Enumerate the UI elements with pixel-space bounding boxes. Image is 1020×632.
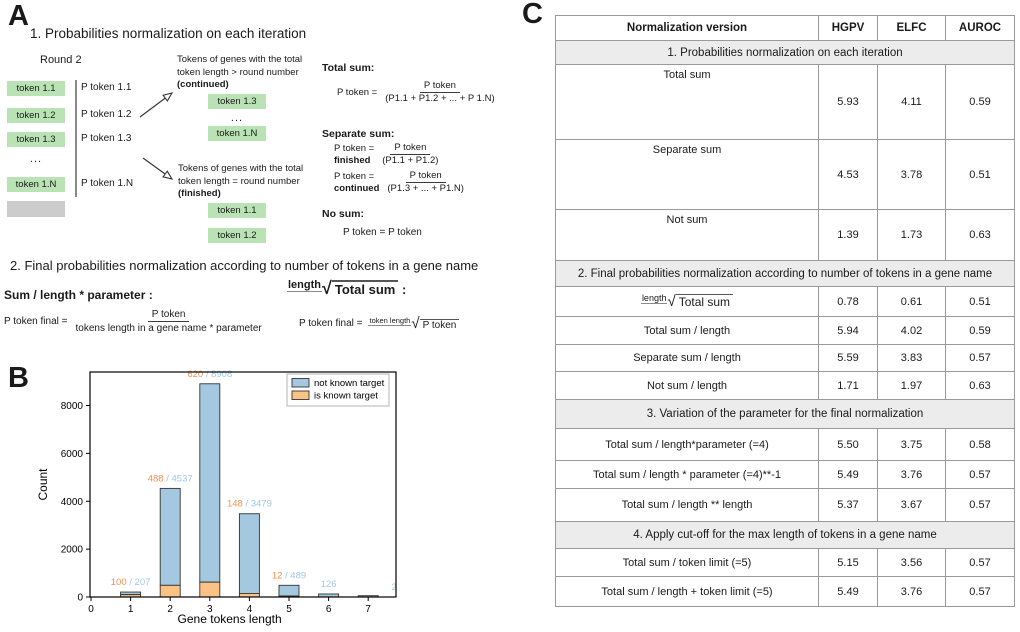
table-row — [556, 317, 1015, 345]
row-label: Not sum / length — [556, 372, 819, 400]
section1-heading: 1. Probabilities normalization on each iteration — [30, 26, 307, 41]
value-cell: 0.59 — [946, 65, 1015, 140]
radical-sign: √ — [322, 278, 332, 298]
x-axis-label: Gene tokens length — [177, 612, 282, 626]
table-row — [556, 549, 1015, 577]
radical-radicand: P token — [420, 319, 460, 331]
bar-not-known-target — [279, 585, 299, 596]
value-cell: 4.02 — [878, 317, 946, 345]
formula-lhs-bold: continued — [334, 182, 380, 194]
bar-annotation: 12 / 489 — [271, 570, 307, 582]
numerator: P token — [420, 80, 460, 93]
value-cell: 3.78 — [878, 140, 946, 210]
p-token-label: P token 1.2 — [81, 109, 132, 120]
table-section-row — [556, 522, 1015, 549]
x-tick-label: 6 — [325, 604, 332, 615]
separate-continued-formula — [334, 170, 466, 196]
x-tick-label: 3 — [207, 604, 213, 615]
panel-c-label: C — [522, 0, 543, 30]
row-label: Separate sum / length — [556, 345, 819, 372]
separate-finished-formula — [334, 142, 440, 168]
denominator: (P1.1 + P1.2 + ... + P 1.N) — [385, 93, 495, 105]
table-row — [556, 210, 1015, 261]
label-suffix: : — [398, 282, 407, 297]
ellipsis: ... — [29, 153, 43, 165]
panel-a-label: A — [8, 0, 29, 32]
row-label: Total sum / length * parameter (=4)**-1 — [556, 461, 819, 489]
value-cell: 0.58 — [946, 429, 1015, 461]
table-row — [556, 489, 1015, 522]
col-header-hgpv: HGPV — [819, 16, 878, 41]
table-body — [556, 41, 1015, 607]
numerator: P token — [390, 142, 430, 155]
ellipsis: ... — [230, 112, 244, 124]
value-cell: 5.37 — [819, 489, 878, 522]
radical-sign: √ — [667, 293, 676, 310]
section-header: 2. Final probabilities normalization according to number of tokens in a gene name — [556, 261, 1015, 287]
radical-index: length — [641, 293, 667, 303]
table-row — [556, 140, 1015, 210]
section2-heading: 2. Final probabilities normalization according to number of tokens in a gene name — [10, 258, 479, 273]
x-tick-label: 0 — [88, 604, 94, 615]
y-tick-label: 4000 — [60, 496, 83, 508]
p-token-label: P token 1.3 — [81, 133, 132, 144]
value-cell: 3.56 — [878, 549, 946, 577]
bar-annotation: 2 — [391, 581, 397, 593]
token-box: token 1.2 — [7, 108, 65, 123]
col-header-auroc: AUROC — [946, 16, 1015, 41]
value-cell: 5.49 — [819, 577, 878, 607]
value-cell: 0.57 — [946, 461, 1015, 489]
value-cell: 0.61 — [878, 287, 946, 317]
table-row — [556, 461, 1015, 489]
sum-length-parameter-label: Sum / length * parameter : — [4, 288, 153, 302]
value-cell: 4.11 — [878, 65, 946, 140]
row-label — [556, 287, 819, 317]
x-tick-label: 5 — [286, 604, 292, 615]
denominator: (P1.3 + ... + P1.N) — [387, 183, 464, 195]
value-cell: 3.67 — [878, 489, 946, 522]
value-cell: 3.75 — [878, 429, 946, 461]
value-cell: 1.71 — [819, 372, 878, 400]
row-label: Total sum — [556, 65, 819, 140]
col-header-normalization-version: Normalization version — [556, 16, 819, 41]
table-row — [556, 372, 1015, 400]
separate-sum-label: Separate sum: — [322, 128, 395, 140]
total-sum-label: Total sum: — [322, 62, 375, 74]
section-header: 4. Apply cut-off for the max length of tokens in a gene name — [556, 522, 1015, 549]
value-cell: 0.51 — [946, 287, 1015, 317]
x-tick-label: 2 — [167, 604, 173, 615]
col-header-elfc: ELFC — [878, 16, 946, 41]
legend-label: is known target — [314, 390, 378, 402]
bar-annotation: 126 — [320, 578, 337, 590]
bar-annotation: 488 / 4537 — [147, 473, 193, 485]
value-cell: 5.93 — [819, 65, 878, 140]
y-tick-label: 2000 — [60, 544, 83, 556]
numerator: P token — [148, 308, 190, 322]
value-cell: 1.73 — [878, 210, 946, 261]
arrow-continued — [140, 93, 172, 117]
value-cell: 3.76 — [878, 461, 946, 489]
value-cell: 0.63 — [946, 210, 1015, 261]
bar-annotation: 100 / 207 — [110, 577, 151, 589]
y-tick-label: 6000 — [60, 448, 83, 460]
finished-caption: Tokens of genes with the total token length = round number (finished) — [178, 163, 304, 199]
value-cell: 5.50 — [819, 429, 878, 461]
y-tick-label: 0 — [77, 592, 83, 604]
table-row — [556, 287, 1015, 317]
value-cell: 0.78 — [819, 287, 878, 317]
numerator: P token — [406, 170, 446, 183]
empty-token-box — [7, 201, 65, 217]
y-axis-label: Count — [36, 468, 50, 501]
row-label: Total sum / length ** length — [556, 489, 819, 522]
value-cell: 5.15 — [819, 549, 878, 577]
value-cell: 1.39 — [819, 210, 878, 261]
radical-index: length — [288, 279, 321, 291]
bar-not-known-target — [200, 384, 220, 582]
formula-lhs: P token = — [334, 171, 375, 183]
denominator: (P1.1 + P1.2) — [382, 155, 439, 167]
table-section-row — [556, 400, 1015, 429]
table-section-row — [556, 261, 1015, 287]
formula-lhs: P token final = — [4, 316, 68, 327]
token-box: token 1.1 — [208, 203, 266, 218]
legend-label: not known target — [314, 378, 385, 389]
round-label: Round 2 — [40, 54, 82, 66]
value-cell: 5.49 — [819, 461, 878, 489]
bar-annotation: 620 / 8908 — [187, 368, 233, 380]
row-label: Total sum / length*parameter (=4) — [556, 429, 819, 461]
value-cell: 0.59 — [946, 317, 1015, 345]
legend-swatch — [292, 379, 309, 388]
value-cell: 3.76 — [878, 577, 946, 607]
total-sum-formula — [337, 80, 497, 106]
token-box: token 1.3 — [208, 94, 266, 109]
bar-not-known-target — [160, 488, 180, 585]
value-cell: 0.51 — [946, 140, 1015, 210]
p-token-label: P token 1.N — [81, 178, 134, 189]
no-sum-label: No sum: — [322, 208, 364, 220]
sum-length-parameter-formula — [4, 308, 264, 335]
root-total-sum-label — [287, 279, 406, 299]
radical-radicand: Total sum — [332, 280, 398, 297]
divider-line — [75, 80, 77, 197]
formula-lhs: P token = — [334, 143, 375, 155]
chart-legend — [287, 374, 389, 406]
p-token-label: P token 1.1 — [81, 82, 132, 93]
table-section-row — [556, 41, 1015, 65]
value-cell: 4.53 — [819, 140, 878, 210]
value-cell: 0.57 — [946, 549, 1015, 577]
denominator: tokens length in a gene name * parameter — [75, 323, 262, 334]
x-tick-label: 7 — [365, 604, 371, 615]
radical-radicand: Total sum — [676, 294, 733, 309]
results-table — [555, 15, 1015, 607]
table-row — [556, 577, 1015, 607]
bar-annotation: 148 / 3479 — [226, 498, 272, 510]
row-label: Separate sum — [556, 140, 819, 210]
x-tick-label: 4 — [246, 604, 253, 615]
value-cell: 1.97 — [878, 372, 946, 400]
y-tick-label: 8000 — [60, 401, 83, 413]
bar-is-known-target — [200, 582, 220, 597]
continued-caption: Tokens of genes with the total token length > round number (continued) — [177, 54, 303, 90]
section-header: 3. Variation of the parameter for the final normalization — [556, 400, 1015, 429]
root-p-token-formula — [299, 316, 459, 331]
arrow-finished — [143, 158, 172, 179]
row-label: Total sum / length + token limit (=5) — [556, 577, 819, 607]
table-header-row — [556, 16, 1015, 41]
row-label: Total sum / length — [556, 317, 819, 345]
panel-b-label: B — [8, 362, 29, 394]
no-sum-formula: P token = P token — [343, 227, 422, 238]
radical-sign: √ — [411, 315, 420, 332]
bar-not-known-target — [239, 514, 259, 594]
row-label: Total sum / token limit (=5) — [556, 549, 819, 577]
panel-b-chart — [30, 360, 500, 632]
value-cell: 0.63 — [946, 372, 1015, 400]
value-cell: 0.57 — [946, 577, 1015, 607]
token-box: token 1.1 — [7, 81, 65, 96]
value-cell: 0.57 — [946, 345, 1015, 372]
table-row — [556, 429, 1015, 461]
section-header: 1. Probabilities normalization on each iteration — [556, 41, 1015, 65]
row-label: Not sum — [556, 210, 819, 261]
table-row — [556, 65, 1015, 140]
formula-lhs-bold: finished — [334, 154, 371, 166]
value-cell: 5.59 — [819, 345, 878, 372]
bar-is-known-target — [160, 585, 180, 597]
token-box: token 1.2 — [208, 228, 266, 243]
value-cell: 3.83 — [878, 345, 946, 372]
token-box: token 1.N — [208, 126, 266, 141]
legend-swatch — [292, 391, 309, 400]
formula-lhs: P token final = — [299, 318, 363, 329]
value-cell: 0.57 — [946, 489, 1015, 522]
table-row — [556, 345, 1015, 372]
value-cell: 5.94 — [819, 317, 878, 345]
token-box: token 1.N — [7, 177, 65, 192]
radical-index: token length — [369, 316, 411, 325]
token-box: token 1.3 — [7, 132, 65, 147]
x-tick-label: 1 — [127, 604, 134, 615]
formula-lhs: P token = — [337, 87, 378, 99]
